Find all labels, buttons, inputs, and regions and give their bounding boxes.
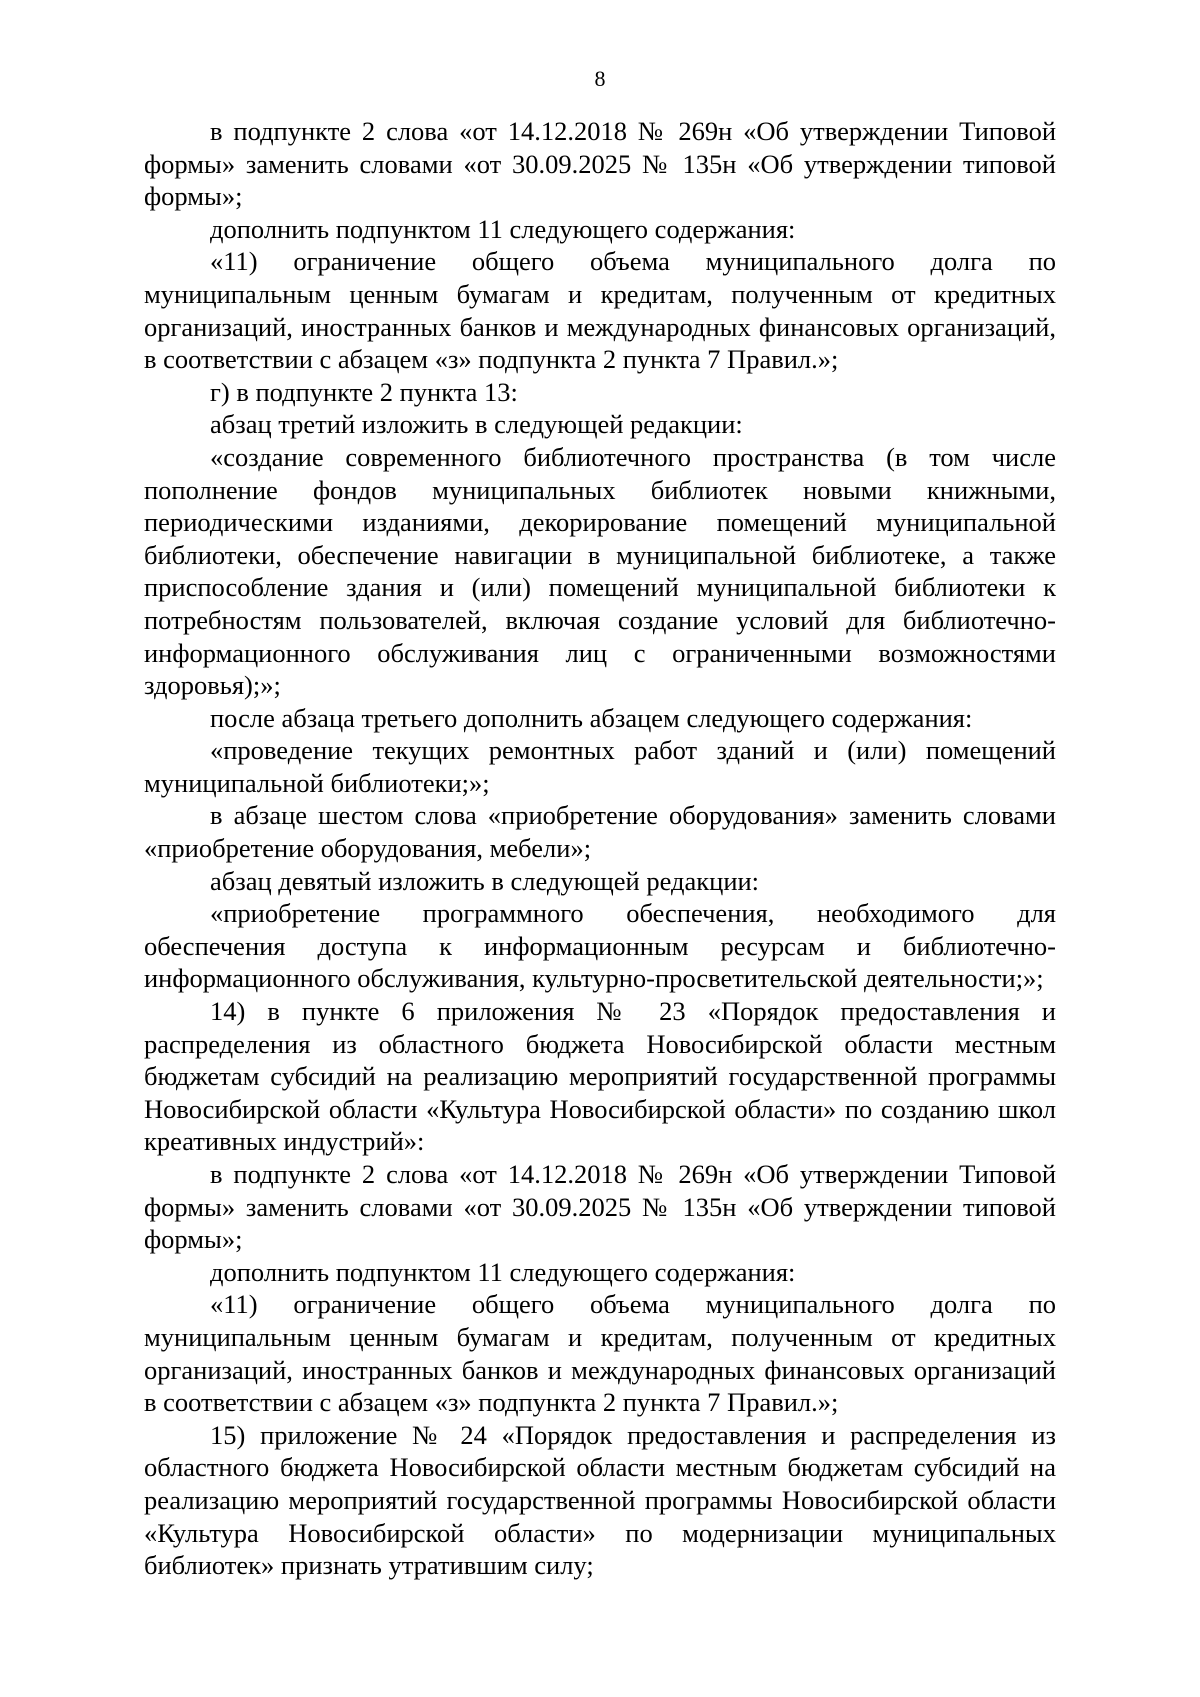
paragraph: 14) в пункте 6 приложения № 23 «Порядок предоставления и распределения из областного бюджета Новосибирской области местным бюджетам субсидий на реализацию мероприятий государственной программы Новосибирской области «Культура Новосибирской области» по созданию школ креативных индустрий»: xyxy=(144,996,1056,1157)
paragraph: дополнить подпунктом 11 следующего содержания: xyxy=(210,1256,796,1287)
paragraph: абзац девятый изложить в следующей редакции: xyxy=(210,865,760,896)
paragraph: в абзаце шестом слова «приобретение оборудования» заменить словами «приобретение оборудования, мебели»; xyxy=(144,800,1056,864)
paragraph: после абзаца третьего дополнить абзацем следующего содержания: xyxy=(210,702,973,733)
paragraph: в подпункте 2 слова «от 14.12.2018 № 269н «Об утверждении Типовой формы» заменить словами «от 30.09.2025 № 135н «Об утверждении типовой формы»; xyxy=(144,116,1056,212)
paragraph: «приобретение программного обеспечения, необходимого для обеспечения доступа к информационным ресурсам и библиотечно-информационного обслуживания, культурно-просветительской деятельности;»; xyxy=(144,898,1056,994)
paragraph: дополнить подпунктом 11 следующего содержания: xyxy=(210,213,796,244)
paragraph: в подпункте 2 слова «от 14.12.2018 № 269н «Об утверждении Типовой формы» заменить словами «от 30.09.2025 № 135н «Об утверждении типовой формы»; xyxy=(144,1159,1056,1255)
paragraph: «проведение текущих ремонтных работ зданий и (или) помещений муниципальной библиотеки;»; xyxy=(144,735,1056,798)
paragraph: 15) приложение № 24 «Порядок предоставления и распределения из областного бюджета Новосибирской области местным бюджетам субсидий на реализацию мероприятий государственной программы Новосибирской области «Культура Новосибирской области» по модернизации муниципальных библиотек» признать утратившим силу; xyxy=(144,1419,1056,1581)
paragraph: абзац третий изложить в следующей редакции: xyxy=(210,409,743,440)
paragraph: «создание современного библиотечного пространства (в том числе пополнение фондов муниципальных библиотек новыми книжными, периодическими изданиями, декорирование помещений муниципальной библиотеки, обеспечение навигации в муниципальной библиотеке, а также приспособление здания и (или) помещений муниципальной библиотеки к потребностям пользователей, включая создание условий для библиотечно-информационного обслуживания лиц с ограниченными возможностями здоровья);»; xyxy=(144,441,1056,701)
paragraph: «11) ограничение общего объема муниципального долга по муниципальным ценным бумагам и кредитам, полученным от кредитных организаций, иностранных банков и международных финансовых организаций в соответствии с абзацем «з» подпункта 2 пункта 7 Правил.»; xyxy=(144,1289,1056,1418)
paragraph: «11) ограничение общего объема муниципального долга по муниципальным ценным бумагам и кредитам, полученным от кредитных организаций, иностранных банков и международных финансовых организаций, в соответствии с абзацем «з» подпункта 2 пункта 7 Правил.»; xyxy=(144,246,1056,375)
paragraph: г) в подпункте 2 пункта 13: xyxy=(210,376,518,407)
page-number: 8 xyxy=(594,66,606,91)
document-body xyxy=(144,115,1056,1582)
